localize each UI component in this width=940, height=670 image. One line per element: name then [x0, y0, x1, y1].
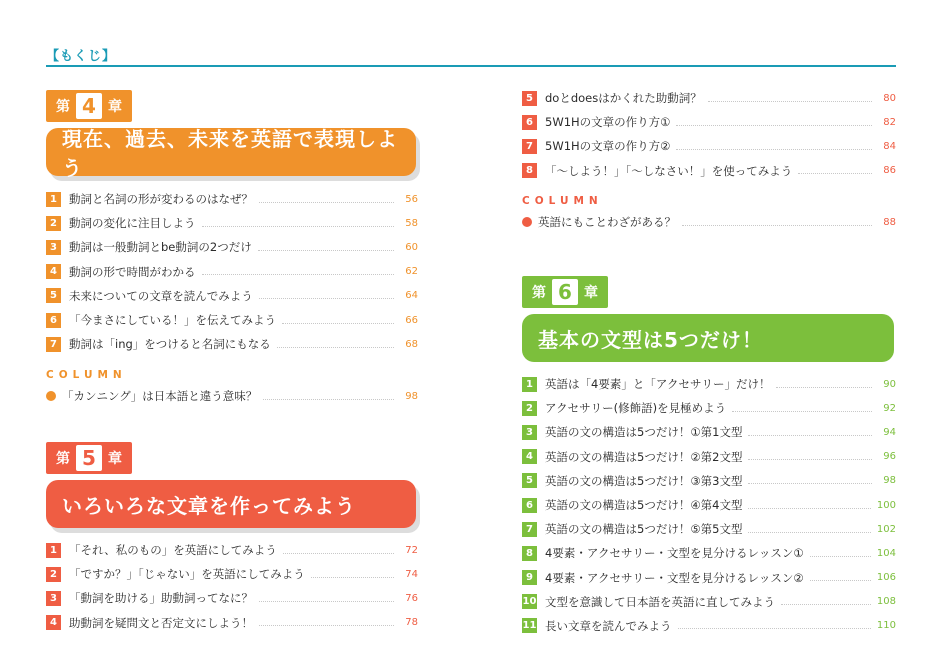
entry-title: 英語の文の構造は5つだけ！⑤第5文型 [545, 522, 743, 537]
entry-title: 英語の文の構造は5つだけ！①第1文型 [545, 425, 743, 440]
toc-entry[interactable] [46, 211, 418, 235]
entry-title: 英語の文の構造は5つだけ！②第2文型 [545, 449, 743, 464]
chapter-6-list [522, 372, 896, 638]
entry-number: 1 [46, 192, 61, 207]
toc-entry[interactable] [46, 235, 418, 259]
dot-leader [708, 101, 872, 102]
entry-number: 3 [46, 240, 61, 255]
dot-leader [311, 577, 394, 578]
toc-entry[interactable] [522, 566, 896, 590]
page-number: 106 [876, 572, 896, 584]
page-number: 74 [405, 568, 418, 580]
chapter-5-tag [46, 442, 132, 474]
entry-number: 2 [522, 401, 537, 416]
page-number: 82 [883, 116, 896, 128]
toc-entry[interactable] [522, 493, 896, 517]
dot-leader [748, 532, 870, 533]
toc-entry[interactable] [46, 562, 418, 586]
entry-title: doとdoesはかくれた助動詞？ [545, 91, 702, 106]
entry-title: 長い文章を読んでみよう [545, 618, 672, 633]
page-number: 58 [405, 217, 418, 229]
chapter-4-list [46, 187, 418, 356]
entry-number: 6 [522, 498, 537, 513]
entry-number: 5 [522, 91, 537, 106]
bullet-dot-icon [522, 217, 532, 227]
toc-entry[interactable] [46, 538, 418, 562]
dot-leader [732, 411, 872, 412]
toc-entry[interactable] [46, 284, 418, 308]
page-number: 98 [405, 390, 418, 402]
entry-number: 1 [522, 377, 537, 392]
bullet-dot-icon [46, 391, 56, 401]
page-number: 86 [883, 165, 896, 177]
entry-number: 3 [46, 591, 61, 606]
entry-title: 「ですか？」「じゃない」を英語にしてみよう [69, 567, 305, 582]
page-number: 110 [876, 620, 896, 632]
toc-entry[interactable] [522, 110, 896, 134]
chapter-5-list-left [46, 538, 418, 635]
column-label: COLUMN [46, 369, 127, 381]
dot-leader [676, 149, 872, 150]
toc-entry[interactable] [46, 260, 418, 284]
chapter-tag-dai: 第 [532, 285, 546, 301]
chapter-tag-sho: 章 [108, 99, 122, 115]
page-number: 90 [883, 378, 896, 390]
entry-number: 2 [46, 567, 61, 582]
page-number: 76 [405, 592, 418, 604]
entry-title: 動詞と名詞の形が変わるのはなぜ？ [69, 192, 253, 207]
page-number: 98 [883, 475, 896, 487]
entry-title: 未来についての文章を読んでみよう [69, 288, 253, 303]
toc-entry[interactable] [522, 590, 896, 614]
chapter-tag-dai: 第 [56, 99, 70, 115]
entry-number: 7 [522, 522, 537, 537]
entry-number: 5 [522, 473, 537, 488]
column-entry[interactable] [46, 386, 418, 406]
page-number: 64 [405, 290, 418, 302]
toc-entry[interactable] [522, 445, 896, 469]
entry-title: 英語は「4要素」と「アクセサリー」だけ！ [545, 377, 771, 392]
dot-leader [748, 508, 870, 509]
toc-entry[interactable] [522, 517, 896, 541]
dot-leader [748, 483, 872, 484]
entry-title: 「それ、私のもの」を英語にしてみよう [69, 543, 277, 558]
chapter-5-list-right [522, 86, 896, 183]
dot-leader [810, 580, 871, 581]
column-title: 英語にもことわざがある？ [538, 215, 676, 229]
entry-title: 文型を意識して日本語を英語に直してみよう [545, 594, 775, 609]
chapter-tag-dai: 第 [56, 451, 70, 467]
dot-leader [202, 274, 395, 275]
entry-title: 助動詞を疑問文と否定文にしよう！ [69, 615, 253, 630]
chapter-4-title: 現在、過去、未来を英語で表現しよう [46, 128, 416, 176]
chapter-5-title: いろいろな文章を作ってみよう [46, 480, 416, 528]
toc-entry[interactable] [46, 308, 418, 332]
dot-leader [282, 323, 394, 324]
entry-number: 5 [46, 288, 61, 303]
column-label: COLUMN [522, 195, 603, 207]
toc-entry[interactable] [522, 614, 896, 638]
page-number: 88 [883, 216, 896, 228]
dot-leader [277, 347, 394, 348]
page-number: 102 [876, 523, 896, 535]
page-number: 72 [405, 544, 418, 556]
entry-number: 6 [46, 313, 61, 328]
toc-entry[interactable] [522, 86, 896, 110]
dot-leader [283, 553, 394, 554]
toc-entry[interactable] [522, 420, 896, 444]
chapter-4-tag [46, 90, 132, 122]
toc-entry[interactable] [46, 611, 418, 635]
dot-leader [263, 399, 394, 400]
toc-entry[interactable] [522, 372, 896, 396]
dot-leader [682, 225, 872, 226]
dot-leader [202, 226, 395, 227]
dot-leader [748, 435, 872, 436]
dot-leader [259, 202, 394, 203]
toc-entry[interactable] [46, 187, 418, 211]
dot-leader [676, 125, 872, 126]
page-number: 78 [405, 617, 418, 629]
page-number: 92 [883, 402, 896, 414]
toc-entry[interactable] [522, 541, 896, 565]
entry-number: 9 [522, 570, 537, 585]
chapter-number: 5 [76, 445, 102, 471]
entry-title: 4要素・アクセサリー・文型を見分けるレッスン① [545, 546, 804, 561]
entry-title: 英語の文の構造は5つだけ！④第4文型 [545, 498, 743, 513]
entry-title: 「～しよう！」「～しなさい！」を使ってみよう [545, 163, 793, 178]
entry-number: 10 [522, 596, 537, 608]
chapter-6-title: 基本の文型は5つだけ！ [522, 314, 894, 362]
page-number: 62 [405, 266, 418, 278]
chapter-tag-sho: 章 [584, 285, 598, 301]
page-number: 100 [876, 499, 896, 511]
entry-number: 7 [522, 139, 537, 154]
entry-title: 動詞は一般動詞とbe動詞の2つだけ [69, 240, 252, 255]
dot-leader [258, 250, 394, 251]
entry-title: 動詞は「ing」をつけると名詞にもなる [69, 337, 271, 352]
toc-entry[interactable] [522, 396, 896, 420]
chapter-tag-sho: 章 [108, 451, 122, 467]
page-number: 68 [405, 338, 418, 350]
entry-number: 4 [522, 449, 537, 464]
column-title: 「カンニング」は日本語と違う意味？ [62, 389, 258, 403]
page-number: 84 [883, 140, 896, 152]
column-entry[interactable] [522, 212, 896, 232]
entry-title: 動詞の変化に注目しよう [69, 216, 196, 231]
entry-title: 英語の文の構造は5つだけ！③第3文型 [545, 473, 743, 488]
dot-leader [810, 556, 871, 557]
dot-leader [781, 604, 871, 605]
page-number: 94 [883, 426, 896, 438]
entry-number: 8 [522, 163, 537, 178]
chapter-number: 4 [76, 93, 102, 119]
page-number: 66 [405, 314, 418, 326]
dot-leader [776, 387, 872, 388]
page-number: 96 [883, 451, 896, 463]
entry-title: 4要素・アクセサリー・文型を見分けるレッスン② [545, 570, 804, 585]
entry-title: 「動詞を助ける」助動詞ってなに？ [69, 591, 253, 606]
page-number: 104 [876, 547, 896, 559]
toc-entry[interactable] [46, 332, 418, 356]
dot-leader [798, 173, 872, 174]
page-number: 56 [405, 193, 418, 205]
entry-title: 「今まさにしている！」を伝えてみよう [69, 313, 276, 328]
entry-title: アクセサリー(修飾語)を見極めよう [545, 401, 727, 416]
entry-number: 4 [46, 615, 61, 630]
toc-entry[interactable] [522, 469, 896, 493]
chapter-6-tag [522, 276, 608, 308]
entry-number: 2 [46, 216, 61, 231]
entry-title: 5W1Hの文章の作り方① [545, 115, 671, 130]
dot-leader [259, 298, 394, 299]
entry-number: 4 [46, 264, 61, 279]
entry-number: 7 [46, 337, 61, 352]
page-number: 108 [876, 596, 896, 608]
toc-entry[interactable] [522, 134, 896, 158]
page-number: 80 [883, 92, 896, 104]
toc-entry[interactable] [522, 159, 896, 183]
entry-number: 8 [522, 546, 537, 561]
entry-number: 3 [522, 425, 537, 440]
toc-heading: 【もくじ】 [46, 49, 117, 64]
chapter-number: 6 [552, 279, 578, 305]
entry-title: 動詞の形で時間がわかる [69, 264, 196, 279]
dot-leader [678, 628, 871, 629]
entry-title: 5W1Hの文章の作り方② [545, 139, 671, 154]
page-number: 60 [405, 241, 418, 253]
entry-number: 11 [522, 620, 537, 632]
dot-leader [259, 625, 394, 626]
toc-entry[interactable] [46, 586, 418, 610]
entry-number: 1 [46, 543, 61, 558]
dot-leader [748, 459, 872, 460]
entry-number: 6 [522, 115, 537, 130]
dot-leader [259, 601, 394, 602]
